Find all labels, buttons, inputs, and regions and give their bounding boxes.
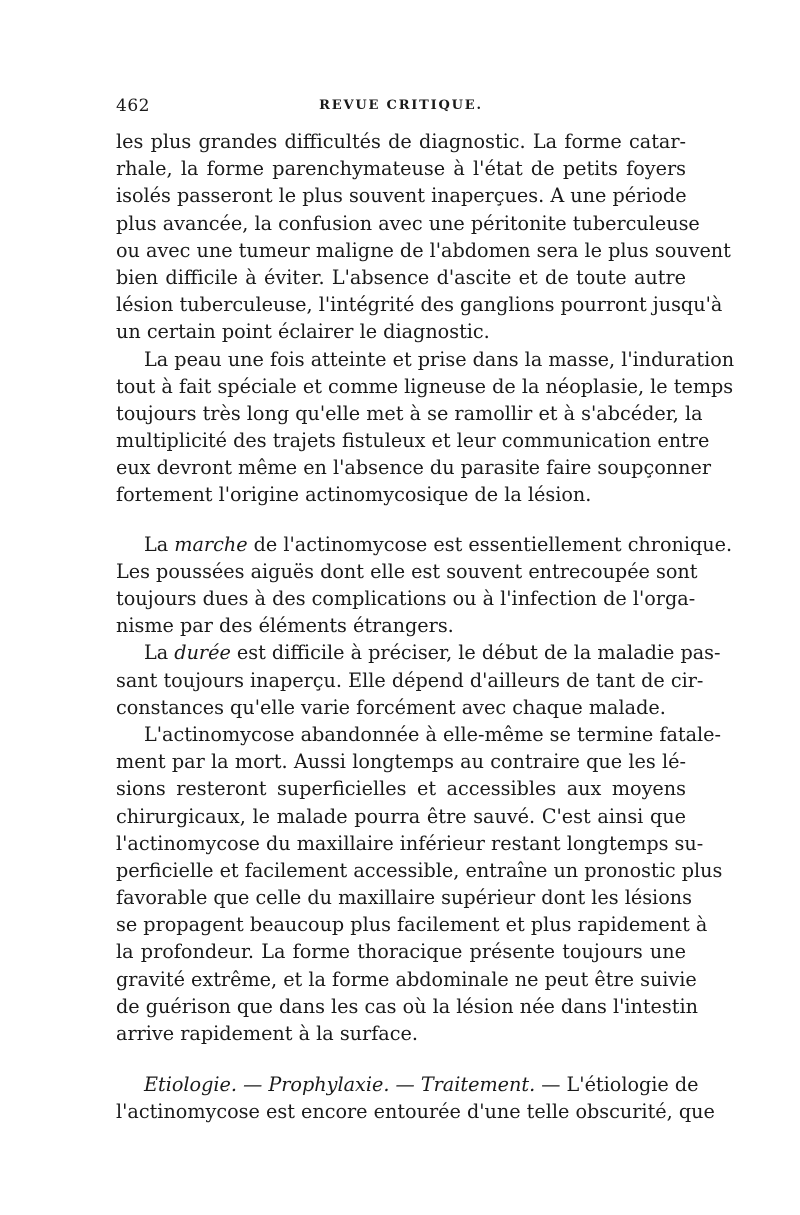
text-line: toujours dues à des complications ou à l'infection de l'orga- <box>116 587 696 610</box>
text-line: les plus grandes difficultés de diagnostic. La forme catar- <box>116 130 686 153</box>
text-line: Les poussées aiguës dont elle est souvent entrecoupée sont <box>116 559 698 583</box>
text-line: ou avec une tumeur maligne de l'abdomen sera le plus souvent <box>116 238 731 262</box>
text-line: L'actinomycose abandonnée à elle-même se termine fatale- <box>144 722 722 746</box>
paragraph-pronostic <box>116 721 723 1047</box>
text-line: toujours très long qu'elle met à se ramollir et à s'abcéder, la <box>116 401 703 425</box>
text-line: bien difficile à éviter. L'absence d'ascite et de toute autre <box>116 265 686 289</box>
text-line: lésion tuberculeuse, l'intégrité des ganglions pourront jusqu'à <box>116 293 723 317</box>
text-line: rhale, la forme parenchymateuse à l'état de petits foyers <box>116 157 686 181</box>
emphasis-duree: durée <box>174 641 231 665</box>
text-line: fortement l'origine actinomycosique de la lésion. <box>116 483 592 507</box>
text-line: de guérison que dans les cas où la lésion née dans l'intestin <box>116 994 698 1018</box>
text-line: La peau une fois atteinte et prise dans la masse, l'induration <box>144 347 735 371</box>
text-line: perficielle et facilement accessible, entraîne un pronostic plus <box>116 858 723 882</box>
page-header <box>116 96 686 122</box>
text-line: arrive rapidement à la surface. <box>116 1022 418 1045</box>
text-line <box>116 531 733 558</box>
text-run: La <box>144 532 175 556</box>
text-run: de l'actinomycose est essentiellement chronique. <box>247 532 733 556</box>
text-line: isolés passeront le plus souvent inaperçues. A une période <box>116 184 687 208</box>
text-line: la profondeur. La forme thoracique présente toujours une <box>116 940 686 964</box>
text-line: favorable que celle du maxillaire supérieur dont les lésions <box>116 886 692 910</box>
paragraph-spacer <box>116 509 686 531</box>
paragraph-spacer <box>116 1047 686 1071</box>
text-line <box>116 1071 699 1098</box>
running-title: REVUE CRITIQUE. <box>319 98 483 113</box>
text-line: multiplicité des trajets fistuleux et leur communication entre <box>116 429 710 453</box>
text-run: est difficile à préciser, le début de la maladie pas- <box>230 641 721 665</box>
text-line: sant toujours inaperçu. Elle dépend d'ailleurs de tant de cir- <box>116 668 704 692</box>
text-line: gravité extrême, et la forme abdominale ne peut être suivie <box>116 967 697 991</box>
text-line: l'actinomycose du maxillaire inférieur restant longtemps su- <box>116 831 704 855</box>
text-line: plus avancée, la confusion avec une péritonite tuberculeuse <box>116 211 700 235</box>
text-line: un certain point éclairer le diagnostic. <box>116 320 490 344</box>
text-line: sions resteront superficielles et accessibles aux moyens <box>116 777 686 801</box>
page-body <box>116 128 735 1126</box>
paragraph-diagnostic <box>116 128 731 346</box>
text-line: nisme par des éléments étrangers. <box>116 614 454 638</box>
text-line: se propagent beaucoup plus facilement et plus rapidement à <box>116 913 708 937</box>
text-line: chirurgicaux, le malade pourra être sauvé. C'est ainsi que <box>116 804 686 828</box>
page-number: 462 <box>116 96 150 116</box>
paragraph-peau <box>116 346 735 509</box>
text-line: eux devront même en l'absence du parasite faire soupçonner <box>116 456 712 480</box>
text-run: — L'étiologie de <box>535 1073 699 1097</box>
text-line: ment par la mort. Aussi longtemps au contraire que les lé- <box>116 750 686 774</box>
paragraph-marche <box>116 531 733 640</box>
emphasis-marche: marche <box>174 532 248 556</box>
section-heading: Etiologie. — Prophylaxie. — Traitement. <box>144 1073 536 1097</box>
text-line: constances qu'elle varie forcément avec chaque malade. <box>116 695 666 719</box>
text-line <box>116 639 721 666</box>
text-run: La <box>144 641 175 665</box>
paragraph-etiologie <box>116 1071 715 1125</box>
text-line: l'actinomycose est encore entourée d'une telle obscurité, que <box>116 1100 715 1124</box>
paragraph-duree <box>116 639 721 721</box>
text-line: tout à fait spéciale et comme ligneuse de la néoplasie, le temps <box>116 374 734 398</box>
